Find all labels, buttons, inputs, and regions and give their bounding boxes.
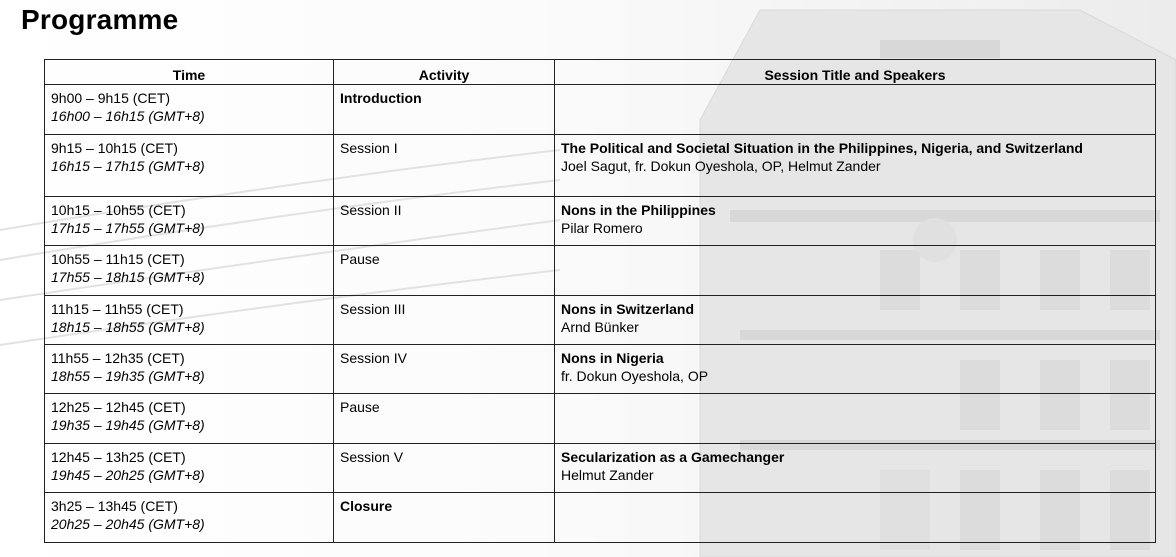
session-cell: [555, 197, 1156, 246]
time-gmt: 17h55 – 18h15 (GMT+8): [51, 269, 205, 285]
time-cet: 9h00 – 9h15 (CET): [51, 90, 171, 106]
table-body: [45, 85, 1156, 543]
time-cell: [45, 493, 334, 543]
session-cell: [555, 296, 1156, 345]
time-cell: [45, 345, 334, 394]
session-cell: [555, 394, 1156, 444]
time-cet: 11h15 – 11h55 (CET): [51, 301, 184, 317]
time-cell: [45, 246, 334, 296]
table-row: [45, 197, 1156, 246]
table-row: [45, 85, 1156, 135]
session-title: Nons in Switzerland: [561, 301, 695, 317]
session-cell: [555, 246, 1156, 296]
table-row: [45, 296, 1156, 345]
activity-label: Closure: [340, 498, 393, 514]
time-cell: [45, 444, 334, 493]
activity-cell: [334, 296, 555, 345]
time-cell: [45, 296, 334, 345]
time-gmt: 19h45 – 20h25 (GMT+8): [51, 467, 205, 483]
time-cell: [45, 85, 334, 135]
session-speakers: Arnd Bünker: [561, 319, 639, 335]
time-cet: 9h15 – 10h15 (CET): [51, 140, 178, 156]
session-cell: [555, 345, 1156, 394]
session-title: The Political and Societal Situation in the Philippines, Nigeria, and Switzerland: [561, 140, 1083, 156]
table-row: [45, 135, 1156, 197]
activity-cell: [334, 493, 555, 543]
table-row: [45, 444, 1156, 493]
activity-label: Session V: [340, 449, 404, 465]
activity-cell: [334, 85, 555, 135]
activity-cell: [334, 246, 555, 296]
time-cet: 12h45 – 13h25 (CET): [51, 449, 186, 465]
session-speakers: Pilar Romero: [561, 220, 643, 236]
activity-label: Session I: [340, 140, 398, 156]
session-speakers: fr. Dokun Oyeshola, OP: [561, 368, 709, 384]
session-title: Nons in Nigeria: [561, 350, 664, 366]
table-row: [45, 246, 1156, 296]
table-row: [45, 394, 1156, 444]
time-gmt: 18h15 – 18h55 (GMT+8): [51, 319, 205, 335]
column-header-activity: Activity: [334, 60, 555, 85]
session-cell: [555, 444, 1156, 493]
session-title: Nons in the Philippines: [561, 202, 716, 218]
session-cell: [555, 85, 1156, 135]
time-cet: 12h25 – 12h45 (CET): [51, 399, 186, 415]
activity-label: Pause: [340, 399, 380, 415]
time-gmt: 16h00 – 16h15 (GMT+8): [51, 108, 205, 124]
time-cet: 3h25 – 13h45 (CET): [51, 498, 178, 514]
programme-table: [44, 59, 1156, 543]
time-cell: [45, 197, 334, 246]
time-cet: 11h55 – 12h35 (CET): [51, 350, 185, 366]
activity-cell: [334, 394, 555, 444]
session-speakers: Joel Sagut, fr. Dokun Oyeshola, OP, Helmut Zander: [561, 158, 881, 174]
table-row: [45, 493, 1156, 543]
activity-cell: [334, 444, 555, 493]
activity-label: Introduction: [340, 90, 422, 106]
session-cell: [555, 135, 1156, 197]
activity-cell: [334, 197, 555, 246]
time-gmt: 20h25 – 20h45 (GMT+8): [51, 516, 205, 532]
time-cet: 10h55 – 11h15 (CET): [51, 251, 185, 267]
time-cell: [45, 394, 334, 444]
session-cell: [555, 493, 1156, 543]
page-title: Programme: [21, 4, 179, 35]
table-header-row: [45, 60, 1156, 85]
activity-label: Session IV: [340, 350, 407, 366]
session-title: Secularization as a Gamechanger: [561, 449, 785, 465]
time-gmt: 17h15 – 17h55 (GMT+8): [51, 220, 205, 236]
activity-label: Pause: [340, 251, 380, 267]
session-speakers: Helmut Zander: [561, 467, 654, 483]
time-gmt: 16h15 – 17h15 (GMT+8): [51, 158, 205, 174]
column-header-time: Time: [45, 60, 334, 85]
activity-label: Session III: [340, 301, 406, 317]
table-row: [45, 345, 1156, 394]
activity-label: Session II: [340, 202, 402, 218]
column-header-session: Session Title and Speakers: [555, 60, 1156, 85]
time-gmt: 18h55 – 19h35 (GMT+8): [51, 368, 205, 384]
time-cet: 10h15 – 10h55 (CET): [51, 202, 186, 218]
time-cell: [45, 135, 334, 197]
time-gmt: 19h35 – 19h45 (GMT+8): [51, 417, 205, 433]
activity-cell: [334, 345, 555, 394]
activity-cell: [334, 135, 555, 197]
